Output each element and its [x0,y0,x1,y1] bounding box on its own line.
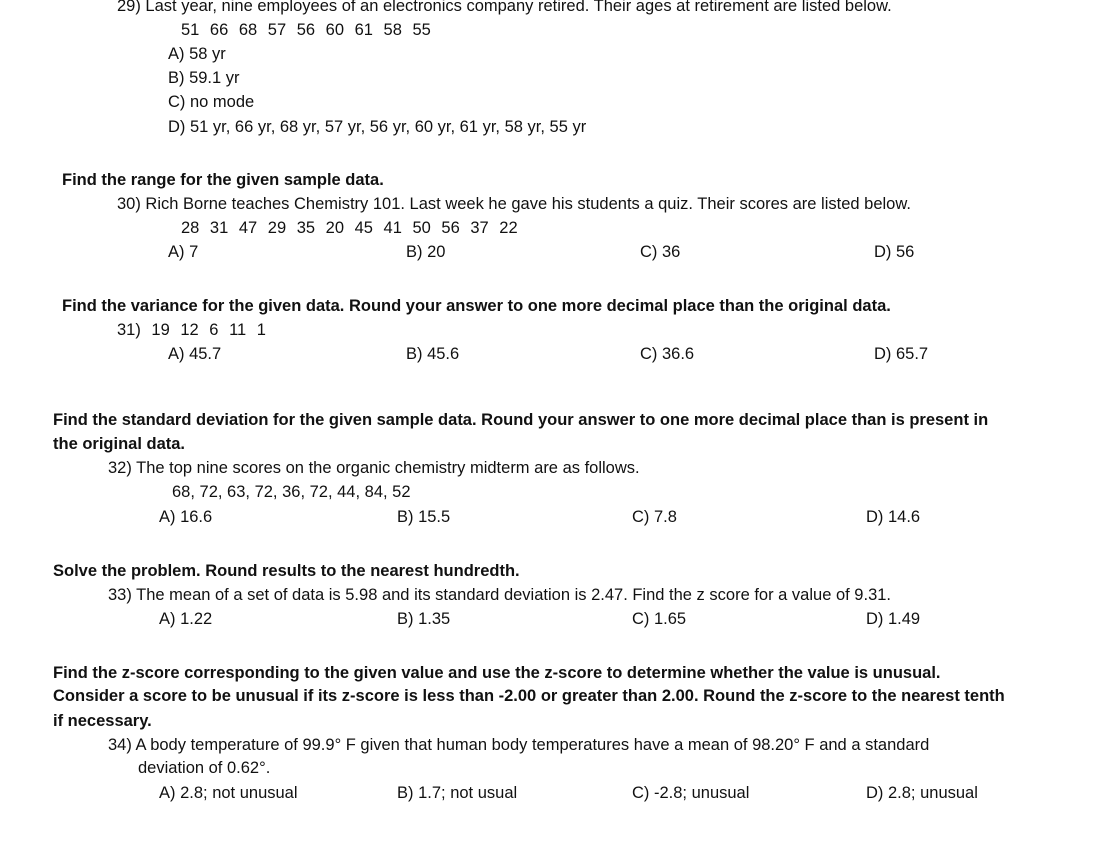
section-heading-solve: Solve the problem. Round results to the nearest hundredth. [53,562,520,580]
q29-option-a: A) 58 yr [168,45,226,63]
q31-option-c: C) 36.6 [640,345,695,363]
section-heading-variance: Find the variance for the given data. Round your answer to one more decimal place than the original data. [62,297,891,315]
q29-option-d: D) 51 yr, 66 yr, 68 yr, 57 yr, 56 yr, 60 yr, 61 yr, 58 yr, 55 yr [168,118,587,136]
q31-option-a: A) 45.7 [168,345,222,363]
q32-data: 68, 72, 63, 72, 36, 72, 44, 84, 52 [172,483,411,501]
q33-option-a: A) 1.22 [159,610,213,628]
q32-option-c: C) 7.8 [632,508,677,526]
q29-option-c: C) no mode [168,93,255,111]
q32-question: 32) The top nine scores on the organic chemistry midterm are as follows. [108,459,640,477]
q34-option-b: B) 1.7; not usual [397,784,518,802]
q30-data: 28 31 47 29 35 20 45 41 50 56 37 22 [181,219,518,237]
q30-question: 30) Rich Borne teaches Chemistry 101. Last week he gave his students a quiz. Their scores are listed below. [117,195,911,213]
q30-option-c: C) 36 [640,243,681,261]
q33-option-b: B) 1.35 [397,610,451,628]
q34-option-a: A) 2.8; not unusual [159,784,298,802]
section-heading-zscore-line2: Consider a score to be unusual if its z-score is less than -2.00 or greater than 2.00. Round the z-score to the nearest tenth [53,687,1005,705]
q33-question: 33) The mean of a set of data is 5.98 and its standard deviation is 2.47. Find the z score for a value of 9.31. [108,586,892,604]
q34-question-line2: deviation of 0.62°. [138,759,271,777]
q30-option-a: A) 7 [168,243,199,261]
q34-option-c: C) -2.8; unusual [632,784,750,802]
q31-option-b: B) 45.6 [406,345,460,363]
section-heading-range: Find the range for the given sample data. [62,171,384,189]
q29-option-b: B) 59.1 yr [168,69,240,87]
q31-question: 31) 19 12 6 11 1 [117,321,266,339]
q32-option-d: D) 14.6 [866,508,921,526]
q29-question: 29) Last year, nine employees of an electronics company retired. Their ages at retirement are listed below. [117,0,892,15]
section-heading-sd-line2: the original data. [53,435,186,453]
section-heading-zscore-line1: Find the z-score corresponding to the given value and use the z-score to determine whether the value is unusual. [53,664,941,682]
q32-option-b: B) 15.5 [397,508,451,526]
q32-option-a: A) 16.6 [159,508,213,526]
q29-data: 51 66 68 57 56 60 61 58 55 [181,21,431,39]
q33-option-d: D) 1.49 [866,610,921,628]
q34-option-d: D) 2.8; unusual [866,784,978,802]
q31-option-d: D) 65.7 [874,345,929,363]
q30-option-b: B) 20 [406,243,446,261]
section-heading-sd-line1: Find the standard deviation for the given sample data. Round your answer to one more decimal place than is present in [53,411,989,429]
q34-question-line1: 34) A body temperature of 99.9° F given that human body temperatures have a mean of 98.20° F and a standard [108,736,930,754]
section-heading-zscore-line3: if necessary. [53,712,152,730]
q33-option-c: C) 1.65 [632,610,687,628]
q30-option-d: D) 56 [874,243,915,261]
